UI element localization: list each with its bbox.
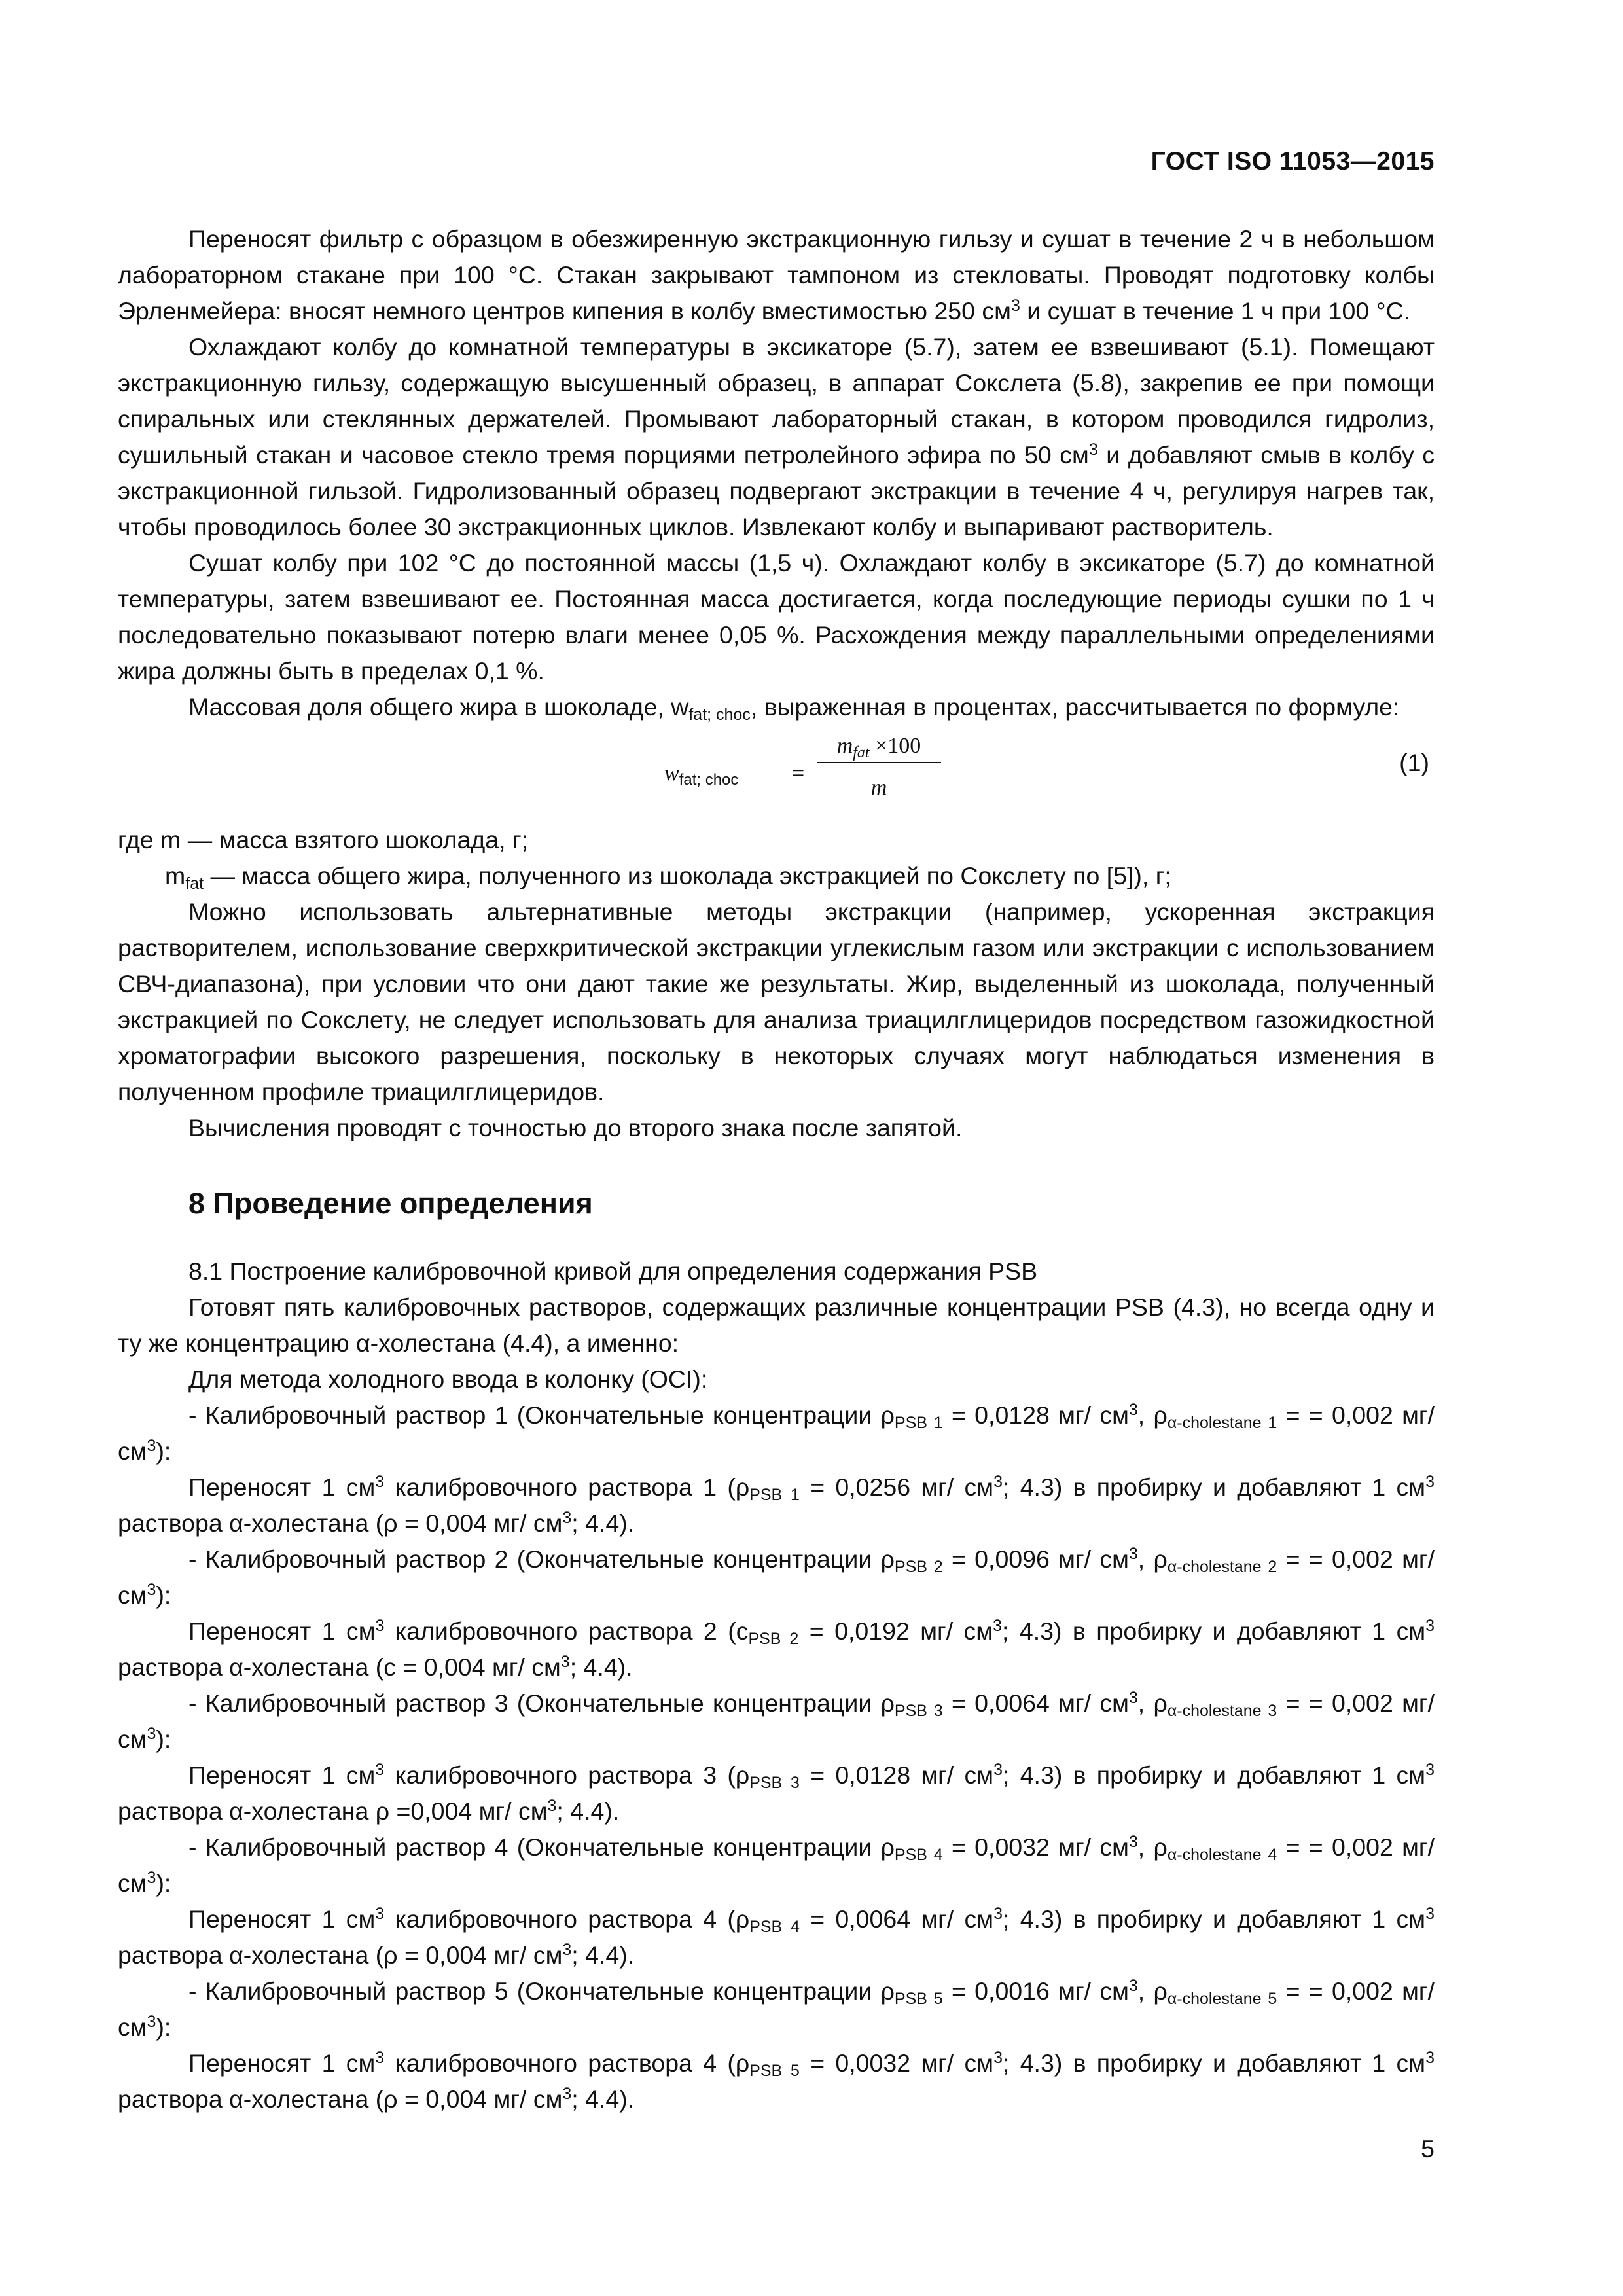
paragraph-alternative-methods: Можно использовать альтернативные методы экстракции (например, ускоренная экстракция растворителем, использование сверхкритической экстракции углекислым газом или экстракции с использованием СВЧ-диапазона), при условии что они дают такие же результаты. Жир, выделенный из шоколада, полученный экстракцией по Сокслету, не следует использовать для анализа триацилглицеридов посредством газожидкостной хроматографии высокого разрешения, поскольку в некоторых случаях могут наблюдаться изменения в полученном профиле триацилглицеридов. <box>118 898 1435 1105</box>
calibration-solutions-list <box>118 1397 1435 2117</box>
formula-denominator: m <box>870 776 887 800</box>
formula-equals: = <box>792 761 805 785</box>
formula-fraction-bar <box>817 762 941 763</box>
formula-numerator: $m_{fat} \times 100$ <box>836 734 921 761</box>
document-code-header: ГОСТ ISO 11053—2015 <box>1150 147 1435 175</box>
calibration-solution-2-definition: - Калибровочный раствор 2 (Окончательные концентрации $\rho_{PSB 2} = 0,0096$ мг/ $см^3$, $\rho_{\alpha-cholestane 2}$ = = 0,002 мг/ $см^3$): <box>118 1545 1435 1609</box>
where-m-fat: $m_{fat}$ — масса общего жира, полученного из шоколада экстракцией по Сокслету по [5]), г; <box>165 862 1171 893</box>
page-number: 5 <box>1421 2135 1435 2162</box>
paragraph-precision: Вычисления проводят с точностью до второго знака после запятой. <box>188 1114 963 1141</box>
paragraph-drying: Сушат колбу при 102 °С до постоянной массы (1,5 ч). Охлаждают колбу в эксикаторе (5.7) до комнатной температуры, затем взвешивают ее. Постоянная масса достигается, когда последующие периоды сушки по 1 ч последовательно показывают потерю влаги менее 0,05 %. Расхождения между параллельными определениями жира должны быть в пределах 0,1 %. <box>118 549 1435 685</box>
where-m: где m — масса взятого шоколада, г; <box>118 826 529 853</box>
paragraph-extraction: Охлаждают колбу до комнатной температуры в эксикаторе (5.7), затем ее взвешивают (5.1). Помещают экстракционную гильзу, содержащую высушенный образец, в аппарат Сокслета (5.8), закрепив ее при помощи спиральных или стеклянных держателей. Промывают лабораторный стакан, в котором проводился гидролиз, сушильный стакан и часовое стекло тремя порциями петролейного эфира по 50 $см^3$ и добавляют смыв в колбу с экстракционной гильзой. Гидролизованный образец подвергают экстракции в течение 4 ч, регулируя нагрев так, чтобы проводилось более 30 экстракционных циклов. Извлекают колбу и выпаривают растворитель. <box>118 333 1435 541</box>
subsection-8-1-title: 8.1 Построение калибровочной кривой для определения содержания PSB <box>188 1257 1038 1285</box>
calibration-solution-3-definition: - Калибровочный раствор 3 (Окончательные концентрации $\rho_{PSB 3} = 0,0064$ мг/ $см^3$, $\rho_{\alpha-cholestane 3}$ = = 0,002 мг/ $см^3$): <box>118 1689 1435 1753</box>
calibration-solution-4-definition: - Калибровочный раствор 4 (Окончательные концентрации $\rho_{PSB 4} = 0,0032$ мг/ $см^3$, $\rho_{\alpha-cholestane 4}$ = = 0,002 мг/ $см^3$): <box>118 1833 1435 1897</box>
page-body <box>118 221 1435 2117</box>
calibration-solution-1-definition: - Калибровочный раствор 1 (Окончательные концентрации $\rho_{PSB 1} = 0,0128$ мг/ $см^3$, $\rho_{\alpha-cholestane 1}$ = = 0,002 мг/ $см^3$): <box>118 1401 1435 1465</box>
calibration-solution-5-transfer: Переносят 1 $см^3$ калибровочного раствора 4 ($\rho_{PSB 5} = 0,0032$ мг/ $см^3$; 4.3) в пробирку и добавляют 1 $см^3$ раствора α-холестана (ρ = 0,004 мг/ $см^3$; 4.4). <box>118 2049 1435 2113</box>
formula-lhs: $w_{fat; choc}$ <box>664 761 739 789</box>
calibration-solution-2-transfer: Переносят 1 $см^3$ калибровочного раствора 2 ($c_{PSB 2} = 0,0192$ мг/ $см^3$; 4.3) в пробирку и добавляют 1 $см^3$ раствора α-холестана (c = 0,004 мг/ $см^3$; 4.4). <box>118 1617 1435 1681</box>
formula-1 <box>118 728 1435 818</box>
paragraph-mass-fraction: Массовая доля общего жира в шоколаде, $w_{fat; choc}$, выраженная в процентах, рассчитывается по формуле: <box>188 693 1400 724</box>
section-heading-8: 8 Проведение определения <box>188 1187 593 1220</box>
paragraph-filter-transfer: Переносят фильтр с образцом в обезжиренную экстракционную гильзу и сушат в течение 2 ч в небольшом лабораторном стакане при 100 °С. Стакан закрывают тампоном из стекловаты. Проводят подготовку колбы Эрленмейера: вносят немного центров кипения в колбу вместимостью 250 $см^3$ и сушат в течение 1 ч при 100 °С. <box>118 225 1435 325</box>
calibration-solution-4-transfer: Переносят 1 $см^3$ калибровочного раствора 4 ($\rho_{PSB 4} = 0,0064$ мг/ $см^3$; 4.3) в пробирку и добавляют 1 $см^3$ раствора α-холестана (ρ = 0,004 мг/ $см^3$; 4.4). <box>118 1905 1435 1969</box>
calibration-solution-5-definition: - Калибровочный раствор 5 (Окончательные концентрации $\rho_{PSB 5} = 0,0016$ мг/ $см^3$, $\rho_{\alpha-cholestane 5}$ = = 0,002 мг/ $см^3$): <box>118 1977 1435 2041</box>
calibration-solution-1-transfer: Переносят 1 $см^3$ калибровочного раствора 1 ($\rho_{PSB 1} = 0,0256$ мг/ $см^3$; 4.3) в пробирку и добавляют 1 $см^3$ раствора α-холестана (ρ = 0,004 мг/ $см^3$; 4.4). <box>118 1473 1435 1537</box>
paragraph-five-solutions: Готовят пять калибровочных растворов, содержащих различные концентрации PSB (4.3), но всегда одну и ту же концентрацию α-холестана (4.4), а именно: <box>118 1293 1435 1357</box>
calibration-solution-3-transfer: Переносят 1 $см^3$ калибровочного раствора 3 ($\rho_{PSB 3} = 0,0128$ мг/ $см^3$; 4.3) в пробирку и добавляют 1 $см^3$ раствора α-холестана ρ =0,004 мг/ $см^3$; 4.4). <box>118 1761 1435 1825</box>
paragraph-oci-method: Для метода холодного ввода в колонку (OCI): <box>188 1365 708 1393</box>
formula-number: (1) <box>1399 749 1429 776</box>
